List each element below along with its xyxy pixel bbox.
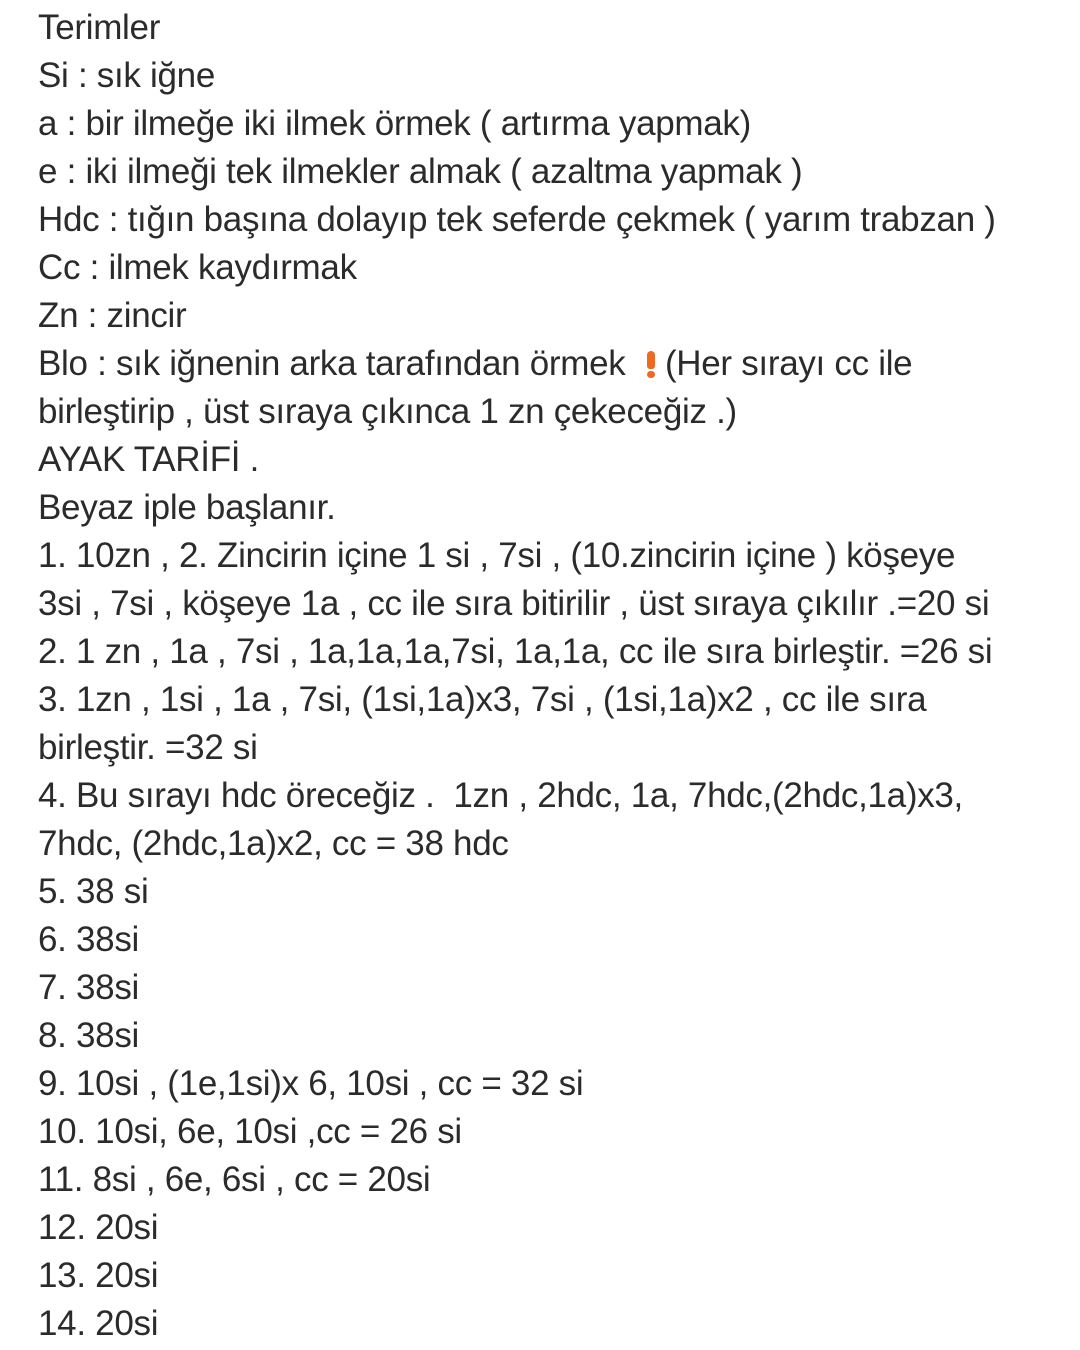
round-7: 7. 38si <box>38 968 140 1007</box>
terms-title: Terimler <box>38 8 161 47</box>
term-blo <box>38 340 1058 388</box>
round-4-continuation: 7hdc, (2hdc,1a)x2, cc = 38 hdc <box>38 824 509 863</box>
term-blo-text: Blo : sık iğnenin arka tarafından örmek <box>38 344 635 383</box>
round-11: 11. 8si , 6e, 6si , cc = 20si <box>38 1160 431 1199</box>
round-9: 9. 10si , (1e,1si)x 6, 10si , cc = 32 si <box>38 1064 584 1103</box>
round-8: 8. 38si <box>38 1016 140 1055</box>
round-3: 3. 1zn , 1si , 1a , 7si, (1si,1a)x3, 7si , (1si,1a)x2 , cc ile sıra <box>38 680 927 719</box>
term-e: e : iki ilmeği tek ilmekler almak ( azaltma yapmak ) <box>38 152 803 191</box>
round-13: 13. 20si <box>38 1256 159 1295</box>
round-10: 10. 10si, 6e, 10si ,cc = 26 si <box>38 1112 462 1151</box>
rounds-list <box>38 532 1058 1348</box>
term-a: a : bir ilmeğe iki ilmek örmek ( artırma yapmak) <box>38 104 751 143</box>
term-zn: Zn : zincir <box>38 296 187 335</box>
exclamation-icon <box>647 351 655 377</box>
section-title: AYAK TARİFİ . <box>38 440 260 479</box>
round-4: 4. Bu sırayı hdc öreceğiz . 1zn , 2hdc, 1a, 7hdc,(2hdc,1a)x3, <box>38 776 963 815</box>
round-14: 14. 20si <box>38 1304 159 1343</box>
term-cc: Cc : ilmek kaydırmak <box>38 248 357 287</box>
intro-text: Beyaz iple başlanır. <box>38 488 336 527</box>
round-6: 6. 38si <box>38 920 140 959</box>
round-3-continuation: birleştir. =32 si <box>38 728 258 767</box>
round-1: 1. 10zn , 2. Zincirin içine 1 si , 7si , (10.zincirin içine ) köşeye <box>38 536 956 575</box>
term-hdc: Hdc : tığın başına dolayıp tek seferde çekmek ( yarım trabzan ) <box>38 200 996 239</box>
round-2: 2. 1 zn , 1a , 7si , 1a,1a,1a,7si, 1a,1a, cc ile sıra birleştir. =26 si <box>38 632 993 671</box>
round-12: 12. 20si <box>38 1208 159 1247</box>
term-si: Si : sık iğne <box>38 56 216 95</box>
term-blo-continuation: birleştirip , üst sıraya çıkınca 1 zn çekeceğiz .) <box>38 392 737 431</box>
round-5: 5. 38 si <box>38 872 149 911</box>
term-blo-note: (Her sırayı cc ile <box>664 344 913 383</box>
pattern-document <box>38 4 1058 1348</box>
round-1-continuation: 3si , 7si , köşeye 1a , cc ile sıra bitirilir , üst sıraya çıkılır .=20 si <box>38 584 990 623</box>
